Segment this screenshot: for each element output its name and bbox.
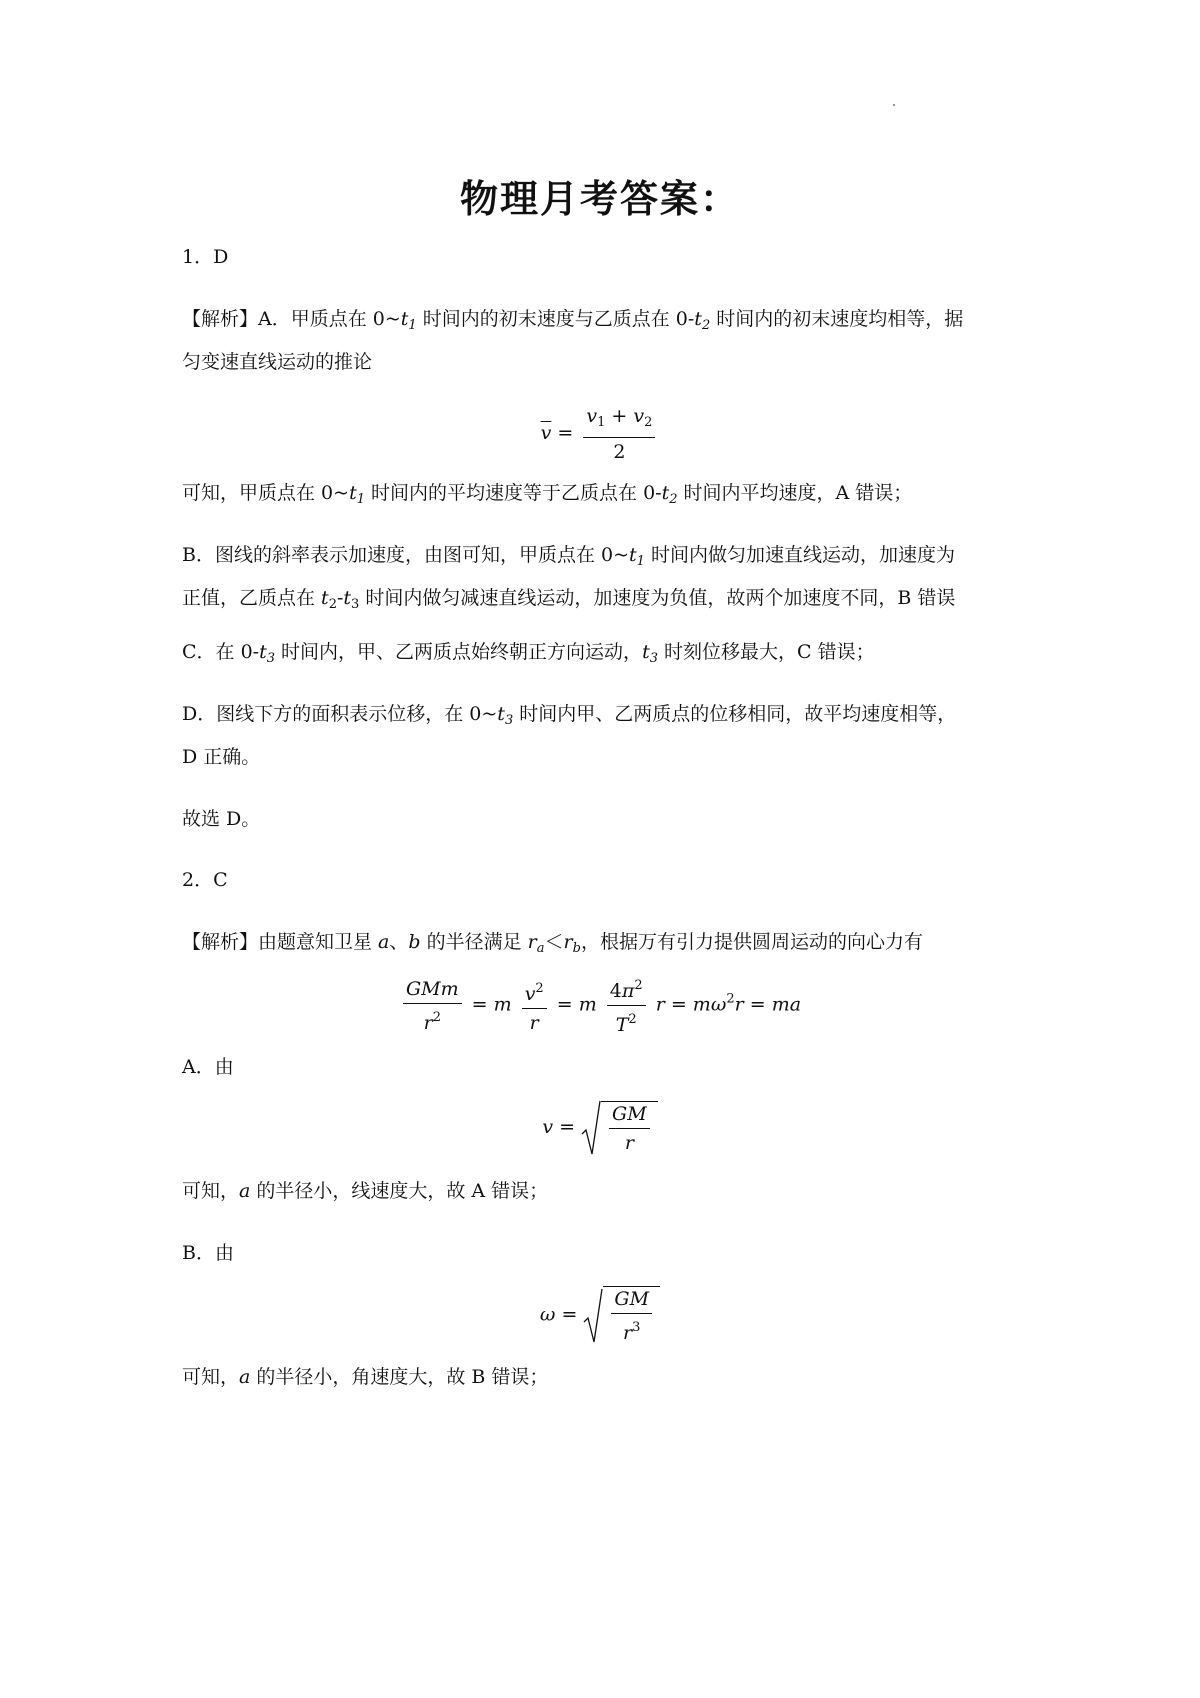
q2-formula-angular-velocity: ω = $\frac{GM}{r^3}$ bbox=[0, 1286, 1200, 1345]
q2-formula-gravitation: $\frac{\text{GMm}}{r^2}$ = m $\frac{v^2}{r}$ = m $\frac{4\pi^2}{T^2}$ $r = m\omega^2r$ = ma bbox=[0, 974, 1200, 1037]
q2-analysis-b-conclusion: 可知，a 的半径小，角速度大，故 B 错误； bbox=[182, 1366, 549, 1388]
q1-analysis-d-line2: D 正确。 bbox=[182, 746, 261, 768]
scan-speck bbox=[893, 104, 895, 106]
q2-answer: 2．C bbox=[182, 869, 228, 891]
radical-sign bbox=[583, 1288, 603, 1344]
q1-analysis-a-line3: 可知，甲质点在 $0\sim t_1$ 时间内的平均速度等于乙质点在 $0-t_2$ 时间内平均速度，A 错误； bbox=[182, 482, 913, 507]
q1-analysis-c: C．在 $0-t_3$ 时间内，甲、乙两质点始终朝正方向运动，$t_3$ 时刻位移最大，C 错误； bbox=[182, 641, 875, 666]
page-title: 物理月考答案： bbox=[459, 177, 740, 221]
q2-analysis-a-conclusion: 可知，a 的半径小，线速度大，故 A 错误； bbox=[182, 1180, 549, 1202]
q2-analysis-a-label: A．由 bbox=[182, 1056, 234, 1078]
q1-analysis-a-line2: 匀变速直线运动的推论 bbox=[182, 351, 373, 373]
q2-analysis-intro: 【解析】由题意知卫星 a、b 的半径满足 $r_a<r_b$，根据万有引力提供圆周运动的向心力有 bbox=[182, 931, 923, 956]
q2-formula-velocity: v = $\frac{GM}{r}$ bbox=[0, 1100, 1200, 1156]
q1-analysis-b-line1: B．图线的斜率表示加速度，由图可知，甲质点在 $0\sim t_1$ 时间内做匀加速直线运动，加速度为 bbox=[182, 544, 955, 569]
q1-formula-average-velocity: $\overline{v}$ = $\frac{v_1 + v_2}{2}$ bbox=[0, 404, 1200, 464]
q1-conclusion: 故选 D。 bbox=[182, 808, 261, 830]
q2-analysis-b-label: B．由 bbox=[182, 1242, 234, 1264]
q1-answer: 1．D bbox=[182, 246, 229, 268]
q1-analysis-b-line2: 正值，乙质点在 $t_2-t_3$ 时间内做匀减速直线运动，加速度为负值，故两个加速度不同，B 错误 bbox=[182, 587, 956, 612]
q1-analysis-d-line1: D．图线下方的面积表示位移，在 $0\sim t_3$ 时间内甲、乙两质点的位移相同，故平均速度相等， bbox=[182, 703, 957, 728]
radical-sign bbox=[581, 1100, 601, 1156]
q1-analysis-a-line1: 【解析】A．甲质点在 $0\sim t_1$ 时间内的初末速度与乙质点在 $0-t_2$ 时间内的初末速度均相等，据 bbox=[182, 308, 964, 333]
